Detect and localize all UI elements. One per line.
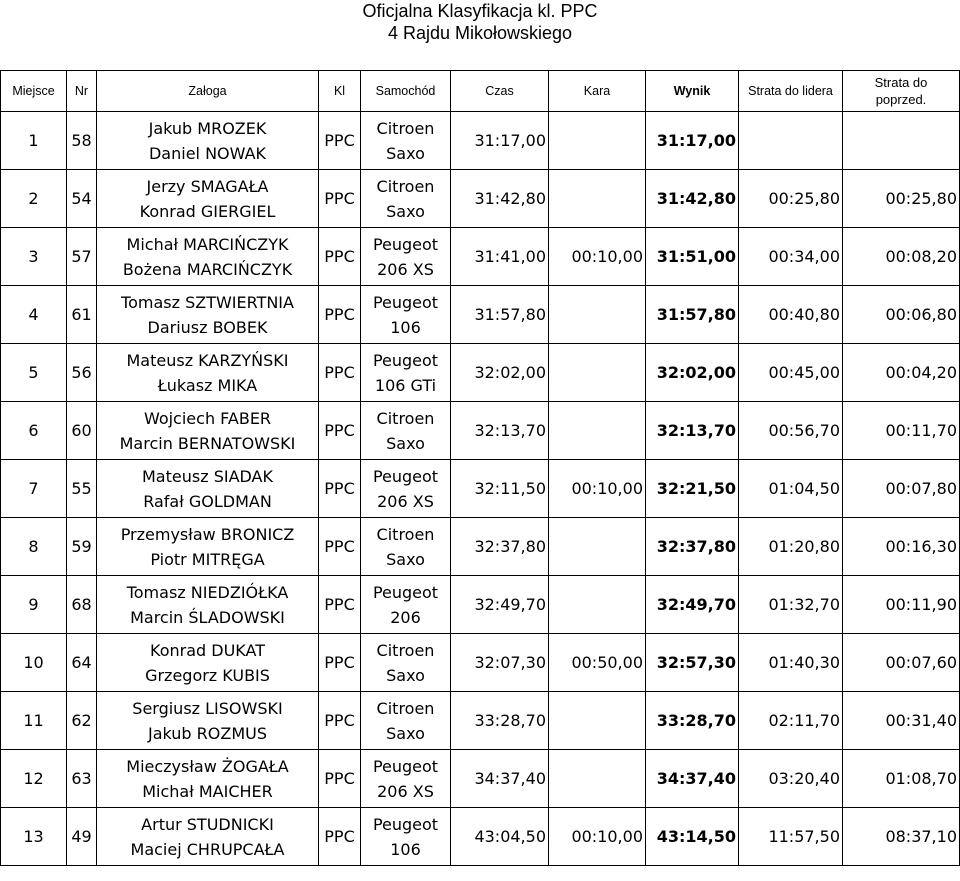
cell-nr: 61 bbox=[67, 286, 97, 344]
cell-wynik: 31:51,00 bbox=[646, 228, 739, 286]
cell-wynik: 32:02,00 bbox=[646, 344, 739, 402]
table-row bbox=[1, 750, 960, 808]
cell-car bbox=[361, 460, 451, 518]
cell-car bbox=[361, 402, 451, 460]
car-model: Saxo bbox=[386, 549, 425, 569]
car-make: Peugeot bbox=[372, 234, 439, 254]
car-make: Peugeot bbox=[372, 292, 439, 312]
cell-wynik: 43:14,50 bbox=[646, 808, 739, 866]
driver-name: Sergiusz LISOWSKI bbox=[132, 698, 283, 718]
page-title: Oficjalna Klasyfikacja kl. PPC bbox=[362, 1, 598, 21]
codriver-name: Jakub ROZMUS bbox=[147, 723, 268, 743]
cell-kl: PPC bbox=[319, 286, 361, 344]
cell-strata-poprzed: 00:11,70 bbox=[843, 402, 960, 460]
cell-kl: PPC bbox=[319, 460, 361, 518]
car-make: Peugeot bbox=[372, 756, 439, 776]
cell-place: 10 bbox=[1, 634, 67, 692]
car-make: Peugeot bbox=[372, 814, 439, 834]
cell-car bbox=[361, 576, 451, 634]
cell-czas: 32:13,70 bbox=[451, 402, 549, 460]
cell-nr: 63 bbox=[67, 750, 97, 808]
cell-strata-lidera: 00:56,70 bbox=[739, 402, 843, 460]
cell-place: 5 bbox=[1, 344, 67, 402]
codriver-name: Grzegorz KUBIS bbox=[145, 665, 270, 685]
cell-strata-poprzed: 00:07,80 bbox=[843, 460, 960, 518]
cell-kara bbox=[549, 576, 646, 634]
cell-kl: PPC bbox=[319, 808, 361, 866]
table-row bbox=[1, 634, 960, 692]
driver-name: Przemysław BRONICZ bbox=[120, 524, 295, 544]
car-make: Peugeot bbox=[372, 466, 439, 486]
cell-strata-lidera: 01:32,70 bbox=[739, 576, 843, 634]
cell-wynik: 31:57,80 bbox=[646, 286, 739, 344]
cell-czas: 32:07,30 bbox=[451, 634, 549, 692]
cell-car bbox=[361, 112, 451, 170]
codriver-name: Maciej CHRUPCAŁA bbox=[130, 839, 285, 859]
codriver-name: Konrad GIERGIEL bbox=[139, 201, 276, 221]
header-strata-lidera: Strata do lidera bbox=[739, 71, 843, 112]
car-model: Saxo bbox=[386, 665, 425, 685]
cell-car bbox=[361, 228, 451, 286]
car-model: 106 GTi bbox=[374, 375, 437, 395]
cell-czas: 31:17,00 bbox=[451, 112, 549, 170]
cell-place: 6 bbox=[1, 402, 67, 460]
codriver-name: Łukasz MIKA bbox=[157, 375, 258, 395]
car-model: 206 bbox=[390, 607, 421, 627]
cell-kl: PPC bbox=[319, 228, 361, 286]
cell-kl: PPC bbox=[319, 518, 361, 576]
cell-kara bbox=[549, 170, 646, 228]
cell-kara bbox=[549, 692, 646, 750]
cell-strata-lidera: 00:45,00 bbox=[739, 344, 843, 402]
cell-place: 9 bbox=[1, 576, 67, 634]
cell-place: 8 bbox=[1, 518, 67, 576]
cell-kara bbox=[549, 344, 646, 402]
car-model: 206 XS bbox=[377, 491, 434, 511]
table-row bbox=[1, 286, 960, 344]
cell-crew bbox=[97, 112, 319, 170]
header-strata-poprzed-line2: poprzed. bbox=[875, 92, 927, 107]
cell-nr: 58 bbox=[67, 112, 97, 170]
cell-czas: 32:49,70 bbox=[451, 576, 549, 634]
cell-czas: 33:28,70 bbox=[451, 692, 549, 750]
car-model: 206 XS bbox=[377, 781, 434, 801]
cell-wynik: 32:57,30 bbox=[646, 634, 739, 692]
header-wynik: Wynik bbox=[646, 71, 739, 112]
cell-kara bbox=[549, 402, 646, 460]
car-make: Citroen bbox=[376, 408, 435, 428]
cell-nr: 60 bbox=[67, 402, 97, 460]
cell-place: 3 bbox=[1, 228, 67, 286]
cell-strata-poprzed: 00:07,60 bbox=[843, 634, 960, 692]
cell-place: 12 bbox=[1, 750, 67, 808]
cell-czas: 34:37,40 bbox=[451, 750, 549, 808]
cell-kl: PPC bbox=[319, 170, 361, 228]
codriver-name: Marcin BERNATOWSKI bbox=[119, 433, 296, 453]
cell-place: 7 bbox=[1, 460, 67, 518]
cell-wynik: 32:49,70 bbox=[646, 576, 739, 634]
cell-wynik: 34:37,40 bbox=[646, 750, 739, 808]
cell-czas: 32:37,80 bbox=[451, 518, 549, 576]
car-model: 206 XS bbox=[377, 259, 434, 279]
cell-kara: 00:10,00 bbox=[549, 460, 646, 518]
cell-crew bbox=[97, 170, 319, 228]
cell-strata-lidera: 00:40,80 bbox=[739, 286, 843, 344]
page-subtitle: 4 Rajdu Mikołowskiego bbox=[387, 23, 573, 43]
table-row bbox=[1, 170, 960, 228]
codriver-name: Michał MAICHER bbox=[142, 781, 273, 801]
cell-kl: PPC bbox=[319, 634, 361, 692]
cell-wynik: 32:37,80 bbox=[646, 518, 739, 576]
codriver-name: Rafał GOLDMAN bbox=[143, 491, 272, 511]
codriver-name: Daniel NOWAK bbox=[148, 143, 267, 163]
car-make: Citroen bbox=[376, 524, 435, 544]
car-model: Saxo bbox=[386, 143, 425, 163]
cell-strata-lidera: 00:34,00 bbox=[739, 228, 843, 286]
header-zaloga: Załoga bbox=[97, 71, 319, 112]
cell-place: 4 bbox=[1, 286, 67, 344]
cell-strata-poprzed: 00:04,20 bbox=[843, 344, 960, 402]
header-row bbox=[1, 71, 960, 112]
cell-car bbox=[361, 750, 451, 808]
header-czas: Czas bbox=[451, 71, 549, 112]
cell-czas: 32:11,50 bbox=[451, 460, 549, 518]
driver-name: Artur STUDNICKI bbox=[141, 814, 274, 834]
cell-kl: PPC bbox=[319, 576, 361, 634]
cell-crew bbox=[97, 344, 319, 402]
cell-wynik: 32:13,70 bbox=[646, 402, 739, 460]
cell-wynik: 31:42,80 bbox=[646, 170, 739, 228]
car-model: 106 bbox=[390, 317, 421, 337]
table-row bbox=[1, 402, 960, 460]
codriver-name: Dariusz BOBEK bbox=[147, 317, 268, 337]
cell-nr: 55 bbox=[67, 460, 97, 518]
car-make: Citroen bbox=[376, 698, 435, 718]
driver-name: Tomasz NIEDZIÓŁKA bbox=[126, 582, 289, 602]
cell-strata-lidera: 01:04,50 bbox=[739, 460, 843, 518]
results-body bbox=[1, 112, 960, 866]
cell-strata-poprzed: 08:37,10 bbox=[843, 808, 960, 866]
table-row bbox=[1, 460, 960, 518]
cell-place: 1 bbox=[1, 112, 67, 170]
driver-name: Jakub MROZEK bbox=[148, 118, 267, 138]
driver-name: Konrad DUKAT bbox=[150, 640, 265, 660]
cell-czas: 31:57,80 bbox=[451, 286, 549, 344]
cell-strata-poprzed bbox=[843, 112, 960, 170]
cell-car bbox=[361, 808, 451, 866]
car-model: Saxo bbox=[386, 723, 425, 743]
cell-kl: PPC bbox=[319, 750, 361, 808]
cell-czas: 32:02,00 bbox=[451, 344, 549, 402]
results-table bbox=[0, 70, 960, 866]
table-row bbox=[1, 692, 960, 750]
cell-car bbox=[361, 518, 451, 576]
cell-wynik: 32:21,50 bbox=[646, 460, 739, 518]
cell-strata-lidera: 11:57,50 bbox=[739, 808, 843, 866]
cell-nr: 64 bbox=[67, 634, 97, 692]
cell-strata-lidera: 03:20,40 bbox=[739, 750, 843, 808]
cell-wynik: 33:28,70 bbox=[646, 692, 739, 750]
car-make: Peugeot bbox=[372, 582, 439, 602]
driver-name: Wojciech FABER bbox=[143, 408, 272, 428]
cell-strata-poprzed: 00:08,20 bbox=[843, 228, 960, 286]
cell-crew bbox=[97, 286, 319, 344]
cell-strata-poprzed: 00:16,30 bbox=[843, 518, 960, 576]
driver-name: Mateusz SIADAK bbox=[142, 466, 273, 486]
cell-crew bbox=[97, 402, 319, 460]
cell-kara: 00:10,00 bbox=[549, 228, 646, 286]
header-strata-poprzed bbox=[843, 71, 960, 112]
cell-place: 11 bbox=[1, 692, 67, 750]
cell-crew bbox=[97, 460, 319, 518]
codriver-name: Bożena MARCIŃCZYK bbox=[122, 259, 293, 279]
cell-nr: 57 bbox=[67, 228, 97, 286]
cell-czas: 31:42,80 bbox=[451, 170, 549, 228]
cell-strata-poprzed: 00:06,80 bbox=[843, 286, 960, 344]
cell-crew bbox=[97, 634, 319, 692]
cell-crew bbox=[97, 518, 319, 576]
table-row bbox=[1, 112, 960, 170]
header-nr: Nr bbox=[67, 71, 97, 112]
cell-crew bbox=[97, 228, 319, 286]
header-miejsce: Miejsce bbox=[1, 71, 67, 112]
codriver-name: Piotr MITRĘGA bbox=[150, 549, 265, 569]
header-kara: Kara bbox=[549, 71, 646, 112]
table-row bbox=[1, 344, 960, 402]
cell-crew bbox=[97, 692, 319, 750]
codriver-name: Marcin ŚLADOWSKI bbox=[130, 607, 285, 627]
cell-kl: PPC bbox=[319, 344, 361, 402]
driver-name: Mieczysław ŻOGAŁA bbox=[126, 756, 289, 776]
table-row bbox=[1, 808, 960, 866]
cell-crew bbox=[97, 576, 319, 634]
cell-kara bbox=[549, 112, 646, 170]
car-model: Saxo bbox=[386, 433, 425, 453]
cell-nr: 56 bbox=[67, 344, 97, 402]
cell-kara bbox=[549, 286, 646, 344]
driver-name: Jerzy SMAGAŁA bbox=[146, 176, 269, 196]
cell-strata-lidera: 01:40,30 bbox=[739, 634, 843, 692]
car-make: Citroen bbox=[376, 176, 435, 196]
cell-nr: 59 bbox=[67, 518, 97, 576]
cell-strata-poprzed: 00:25,80 bbox=[843, 170, 960, 228]
car-model: Saxo bbox=[386, 201, 425, 221]
cell-strata-poprzed: 00:31,40 bbox=[843, 692, 960, 750]
header-samochod: Samochód bbox=[361, 71, 451, 112]
cell-strata-lidera bbox=[739, 112, 843, 170]
cell-strata-lidera: 01:20,80 bbox=[739, 518, 843, 576]
table-row bbox=[1, 518, 960, 576]
cell-place: 13 bbox=[1, 808, 67, 866]
cell-kara: 00:50,00 bbox=[549, 634, 646, 692]
cell-nr: 68 bbox=[67, 576, 97, 634]
cell-crew bbox=[97, 808, 319, 866]
cell-nr: 49 bbox=[67, 808, 97, 866]
cell-car bbox=[361, 692, 451, 750]
cell-car bbox=[361, 344, 451, 402]
cell-kara bbox=[549, 518, 646, 576]
cell-kl: PPC bbox=[319, 402, 361, 460]
car-make: Citroen bbox=[376, 118, 435, 138]
cell-kara: 00:10,00 bbox=[549, 808, 646, 866]
cell-car bbox=[361, 286, 451, 344]
cell-nr: 54 bbox=[67, 170, 97, 228]
cell-strata-lidera: 00:25,80 bbox=[739, 170, 843, 228]
driver-name: Michał MARCIŃCZYK bbox=[126, 234, 289, 254]
cell-car bbox=[361, 170, 451, 228]
car-make: Citroen bbox=[376, 640, 435, 660]
table-row bbox=[1, 228, 960, 286]
cell-crew bbox=[97, 750, 319, 808]
cell-strata-poprzed: 01:08,70 bbox=[843, 750, 960, 808]
cell-strata-poprzed: 00:11,90 bbox=[843, 576, 960, 634]
car-make: Peugeot bbox=[372, 350, 439, 370]
cell-place: 2 bbox=[1, 170, 67, 228]
cell-czas: 31:41,00 bbox=[451, 228, 549, 286]
header-kl: Kl bbox=[319, 71, 361, 112]
cell-nr: 62 bbox=[67, 692, 97, 750]
header-strata-poprzed-line1: Strata do bbox=[874, 75, 928, 90]
cell-kl: PPC bbox=[319, 112, 361, 170]
cell-kara bbox=[549, 750, 646, 808]
table-row bbox=[1, 576, 960, 634]
cell-car bbox=[361, 634, 451, 692]
cell-czas: 43:04,50 bbox=[451, 808, 549, 866]
cell-kl: PPC bbox=[319, 692, 361, 750]
cell-strata-lidera: 02:11,70 bbox=[739, 692, 843, 750]
cell-wynik: 31:17,00 bbox=[646, 112, 739, 170]
car-model: 106 bbox=[390, 839, 421, 859]
driver-name: Mateusz KARZYŃSKI bbox=[126, 350, 289, 370]
driver-name: Tomasz SZTWIERTNIA bbox=[121, 292, 294, 312]
